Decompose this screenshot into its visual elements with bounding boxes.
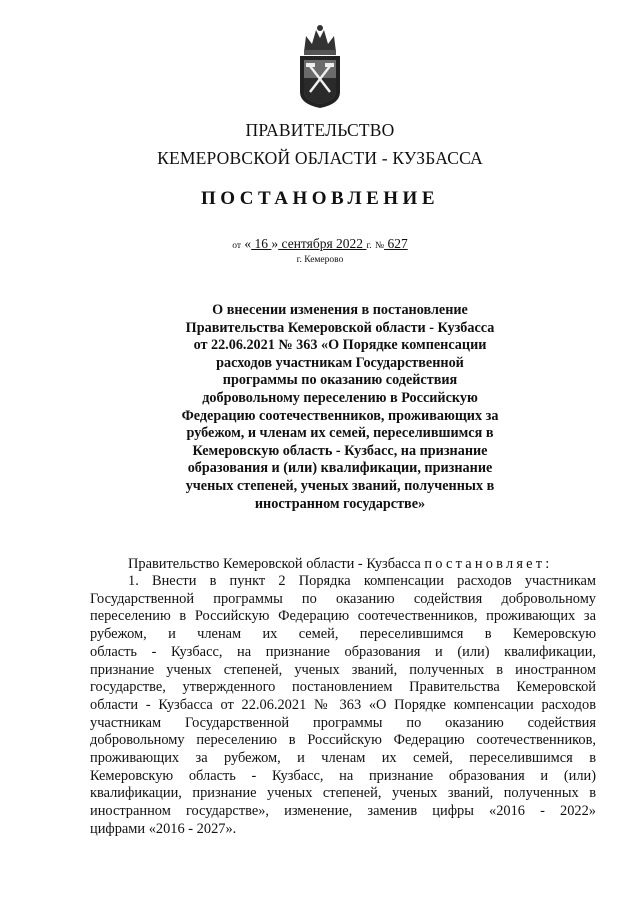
body-line: переселению в Российскую Федерацию соотечественников, проживающих за: [90, 608, 596, 625]
title-line: О внесении изменения в постановление: [212, 302, 468, 318]
body-line: добровольному переселению в Российскую Федерацию соотечественников,: [90, 732, 596, 749]
quote-close: »: [271, 236, 279, 251]
body-line: рубежом, и членам их семей, переселившимся в Кемеровскую: [90, 626, 596, 643]
body-line: 1. Внести в пункт 2 Порядка компенсации расходов участникам: [128, 573, 596, 589]
quote-open: «: [244, 236, 252, 251]
document-title: [160, 302, 520, 513]
city-label: г. Кемерово: [296, 255, 344, 265]
body-paragraph: [90, 573, 596, 839]
title-line: рубежом, и членам их семей, переселившимся в: [186, 425, 494, 442]
date-number-line: [0, 236, 640, 252]
date-prefix: от: [232, 241, 242, 251]
body-line: участникам Государственной программы по оказанию содействия: [90, 714, 596, 731]
government-name-line-2: КЕМЕРОВСКОЙ ОБЛАСТИ - КУЗБАССА: [157, 148, 483, 168]
title-line: Правительства Кемеровской области - Кузбасса: [185, 319, 495, 336]
body-line: иностранном государстве», изменение, заменив цифры «2016 - 2022»: [90, 803, 596, 820]
intro-subject: Правительство Кемеровской области - Кузбасса: [128, 556, 421, 572]
title-line: программы по оказанию содействия: [222, 372, 458, 389]
emblem-icon: [296, 22, 344, 110]
body-line: государстве, утвержденного постановлением Правительства Кемеровской: [90, 679, 596, 696]
title-line: ученых степеней, ученых званий, полученных в: [185, 477, 495, 494]
title-line: иностранном государстве»: [254, 495, 426, 512]
year-suffix: г.: [366, 241, 372, 251]
intro-verb: постановляет:: [424, 556, 553, 572]
date-day: 16: [251, 236, 272, 251]
title-line: добровольному переселению в Российскую: [202, 389, 478, 406]
number-sign: №: [375, 241, 385, 251]
title-line: образования и (или) квалификации, признание: [187, 460, 493, 477]
body-line: цифрами «2016 - 2027».: [90, 820, 237, 837]
document-type-heading: ПОСТАНОВЛЕНИЕ: [200, 188, 440, 209]
title-line: расходов участникам Государственной: [216, 354, 464, 371]
title-line: от 22.06.2021 № 363 «О Порядке компенсации: [193, 337, 487, 354]
document-number: 627: [384, 236, 408, 251]
title-line: Федерацию соотечественников, проживающих за: [181, 407, 499, 424]
title-line: Кемеровскую область - Кузбасс, на признание: [192, 442, 488, 459]
body-line: области - Кузбасса от 22.06.2021 № 363 «О Порядке компенсации расходов: [90, 696, 596, 713]
body-line: область - Кузбасс, на признание образования и (или) квалификации,: [90, 643, 596, 660]
body-line: Государственной программы по оказанию содействия добровольному: [90, 590, 596, 607]
date-month-year: сентября 2022: [278, 236, 367, 251]
government-name-line-1: ПРАВИТЕЛЬСТВО: [245, 120, 395, 140]
body-line: квалификации, признание ученых степеней, ученых званий, полученных в: [90, 785, 596, 802]
intro-paragraph: [128, 556, 552, 573]
body-line: Кемеровскую область - Кузбасс, на признание образования и (или): [90, 767, 596, 784]
body-line: признание ученых степеней, ученых званий, полученных в иностранном: [90, 661, 596, 678]
body-line: проживающих за рубежом, и членам их семей, переселившимся в: [90, 750, 596, 767]
